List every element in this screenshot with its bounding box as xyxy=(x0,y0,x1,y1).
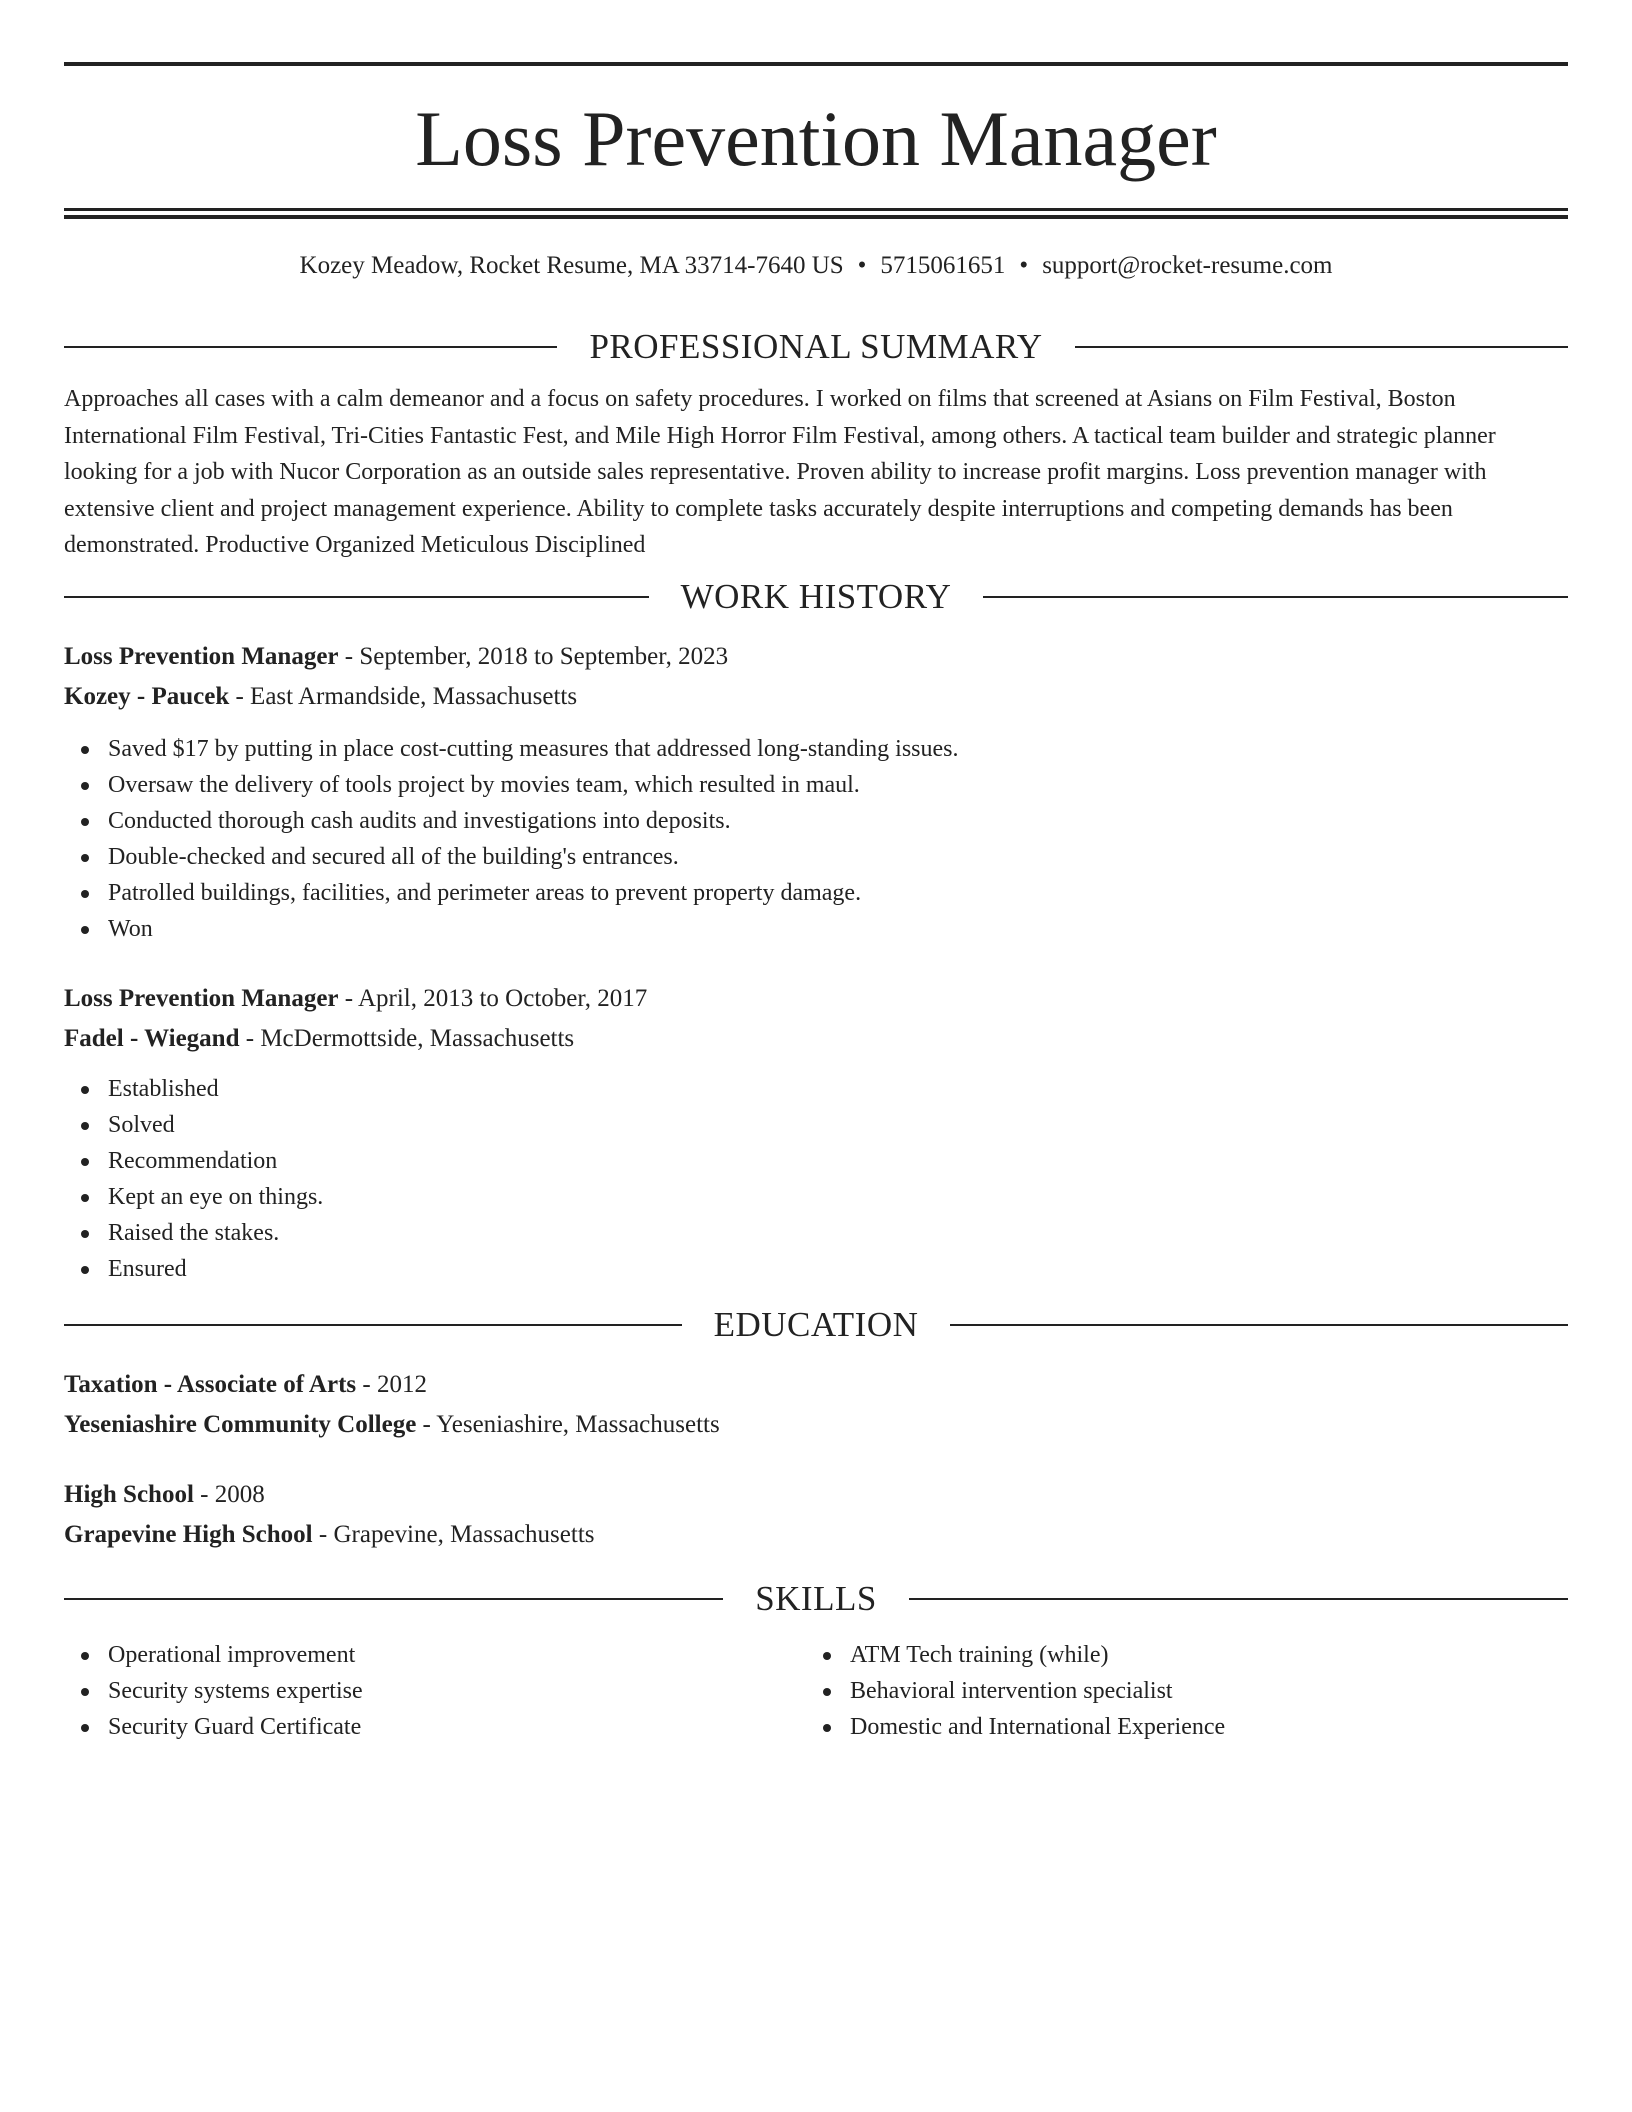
job-entry xyxy=(64,637,1568,947)
job-company-line xyxy=(64,1019,1568,1059)
contact-phone: 5715061651 xyxy=(880,252,1006,279)
job-dates: - April, 2013 to October, 2017 xyxy=(338,984,648,1012)
education-school-line xyxy=(64,1405,1568,1445)
list-item: Solved xyxy=(64,1107,1568,1143)
job-location: - McDermottside, Massachusetts xyxy=(239,1024,575,1052)
heading-rule xyxy=(64,1324,682,1326)
title-double-rule xyxy=(64,208,1568,219)
section-title: EDUCATION xyxy=(713,1304,919,1344)
education-year: - 2008 xyxy=(193,1480,265,1508)
job-bullets xyxy=(64,731,1568,947)
education-degree-line xyxy=(64,1475,1568,1515)
education-location: - Yeseniashire, Massachusetts xyxy=(416,1410,720,1438)
heading-rule xyxy=(64,1598,723,1600)
list-item: Kept an eye on things. xyxy=(64,1179,1568,1215)
contact-separator: • xyxy=(1019,252,1029,279)
section-heading-summary xyxy=(64,327,1568,367)
section-heading-skills xyxy=(64,1579,1568,1619)
section-title: SKILLS xyxy=(755,1578,877,1618)
job-title: Loss Prevention Manager xyxy=(64,984,339,1012)
job-entry xyxy=(64,979,1568,1287)
list-item: Security systems expertise xyxy=(64,1673,806,1709)
list-item: Recommendation xyxy=(64,1143,1568,1179)
education-degree: Taxation - Associate of Arts xyxy=(64,1370,357,1398)
list-item: Won xyxy=(64,911,1568,947)
list-item: Ensured xyxy=(64,1251,1568,1287)
skills-list-right xyxy=(806,1637,1548,1745)
top-rule xyxy=(64,62,1568,66)
education-school: Yeseniashire Community College xyxy=(64,1410,417,1438)
list-item: Saved $17 by putting in place cost-cutting measures that addressed long-standing issues. xyxy=(64,731,1568,767)
contact-separator: • xyxy=(857,252,867,279)
section-heading-education xyxy=(64,1305,1568,1345)
list-item: ATM Tech training (while) xyxy=(806,1637,1548,1673)
job-company: Kozey - Paucek xyxy=(64,682,230,710)
section-heading-work xyxy=(64,577,1568,617)
job-location: - East Armandside, Massachusetts xyxy=(229,682,578,710)
contact-email: support@rocket-resume.com xyxy=(1042,252,1333,279)
list-item: Double-checked and secured all of the building's entrances. xyxy=(64,839,1568,875)
job-title-line xyxy=(64,979,1568,1019)
job-company-line xyxy=(64,677,1568,717)
contact-address: Kozey Meadow, Rocket Resume, MA 33714-7640 US xyxy=(299,252,844,279)
education-degree-line xyxy=(64,1365,1568,1405)
list-item: Oversaw the delivery of tools project by movies team, which resulted in maul. xyxy=(64,767,1568,803)
list-item: Behavioral intervention specialist xyxy=(806,1673,1548,1709)
resume-title: Loss Prevention Manager xyxy=(415,95,1217,182)
section-title: PROFESSIONAL SUMMARY xyxy=(589,327,1043,366)
education-year: - 2012 xyxy=(356,1370,427,1398)
list-item: Established xyxy=(64,1071,1568,1107)
job-bullets xyxy=(64,1071,1568,1287)
heading-rule xyxy=(1075,346,1568,348)
list-item: Operational improvement xyxy=(64,1637,806,1673)
list-item: Raised the stakes. xyxy=(64,1215,1568,1251)
section-title: WORK HISTORY xyxy=(680,576,952,616)
heading-rule xyxy=(64,346,557,348)
skills-list-left xyxy=(64,1637,806,1745)
education-entry xyxy=(64,1475,1568,1555)
job-company: Fadel - Wiegand xyxy=(64,1024,240,1052)
heading-rule xyxy=(950,1324,1568,1326)
resume-page xyxy=(64,62,1568,1745)
list-item: Patrolled buildings, facilities, and perimeter areas to prevent property damage. xyxy=(64,875,1568,911)
summary-text: Approaches all cases with a calm demeanor and a focus on safety procedures. I worked on films that screened at Asians on Film Festival, Boston International Film Festival, Tri-Cities Fantastic Fest, and Mile High Horror Film Festival, among others. A tactical team builder and strategic planner looking for a job with Nucor Corporation as an outside sales representative. Proven ability to increase profit margins. Loss prevention manager with extensive client and project management experience. Ability to complete tasks accurately despite interruptions and competing demands has been demonstrated. Productive Organized Meticulous Disciplined xyxy=(64,386,1496,558)
education-entry xyxy=(64,1365,1568,1445)
list-item: Security Guard Certificate xyxy=(64,1709,806,1745)
list-item: Domestic and International Experience xyxy=(806,1709,1548,1745)
contact-line xyxy=(64,251,1568,281)
heading-rule xyxy=(909,1598,1568,1600)
job-title-line xyxy=(64,637,1568,677)
heading-rule xyxy=(983,596,1568,598)
education-school: Grapevine High School xyxy=(64,1520,313,1548)
job-dates: - September, 2018 to September, 2023 xyxy=(338,642,729,670)
job-title: Loss Prevention Manager xyxy=(64,642,339,670)
heading-rule xyxy=(64,596,649,598)
skills-columns xyxy=(64,1637,1568,1745)
list-item: Conducted thorough cash audits and investigations into deposits. xyxy=(64,803,1568,839)
education-location: - Grapevine, Massachusetts xyxy=(312,1520,595,1548)
education-school-line xyxy=(64,1515,1568,1555)
education-degree: High School xyxy=(64,1480,194,1508)
